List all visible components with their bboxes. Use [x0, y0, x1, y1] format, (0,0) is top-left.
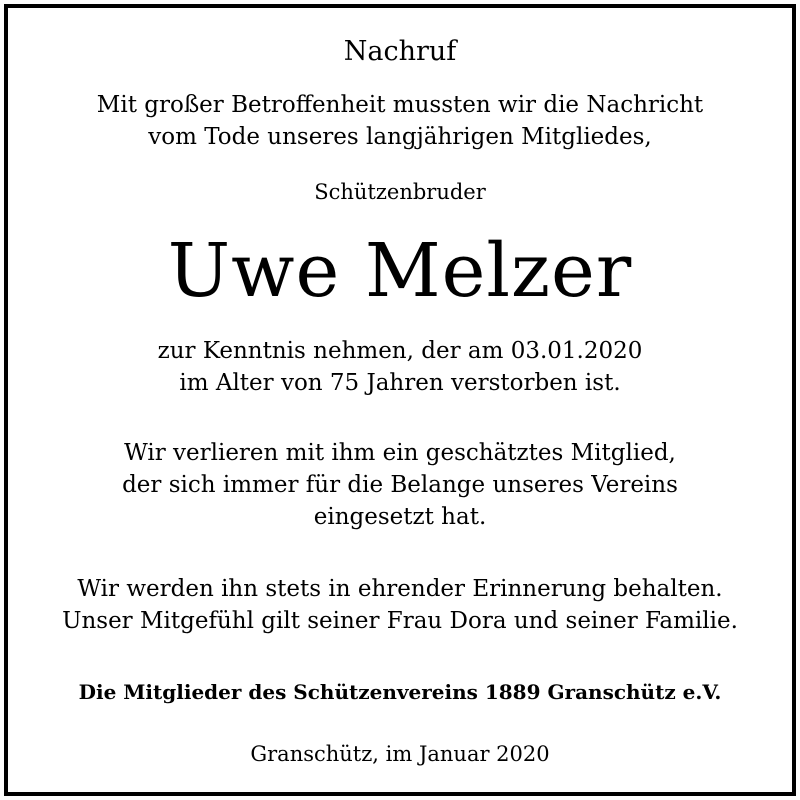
tribute-line-3: eingesetzt hat.	[313, 504, 487, 530]
tribute-line-2: der sich immer für die Belange unseres Vereins	[122, 472, 678, 498]
deceased-role: Schützenbruder	[314, 180, 486, 204]
notice-title: Nachruf	[343, 36, 457, 67]
obituary-border	[4, 4, 796, 796]
tribute-line-1: Wir verlieren mit ihm ein geschätztes Mitglied,	[124, 440, 676, 466]
deceased-name: Uwe Melzer	[167, 228, 633, 314]
remembrance-line-2: Unser Mitgefühl gilt seiner Frau Dora und seiner Familie.	[62, 608, 738, 634]
death-line-2: im Alter von 75 Jahren verstorben ist.	[179, 370, 621, 396]
place-date: Granschütz, im Januar 2020	[250, 742, 550, 766]
remembrance-line-1: Wir werden ihn stets in ehrender Erinnerung behalten.	[77, 576, 723, 602]
intro-line-1: Mit großer Betroffenheit mussten wir die Nachricht	[96, 92, 704, 118]
intro-line-2: vom Tode unseres langjährigen Mitgliedes,	[148, 124, 652, 150]
signature: Die Mitglieder des Schützenvereins 1889 Granschütz e.V.	[78, 680, 722, 704]
death-line-1: zur Kenntnis nehmen, der am 03.01.2020	[157, 338, 643, 364]
